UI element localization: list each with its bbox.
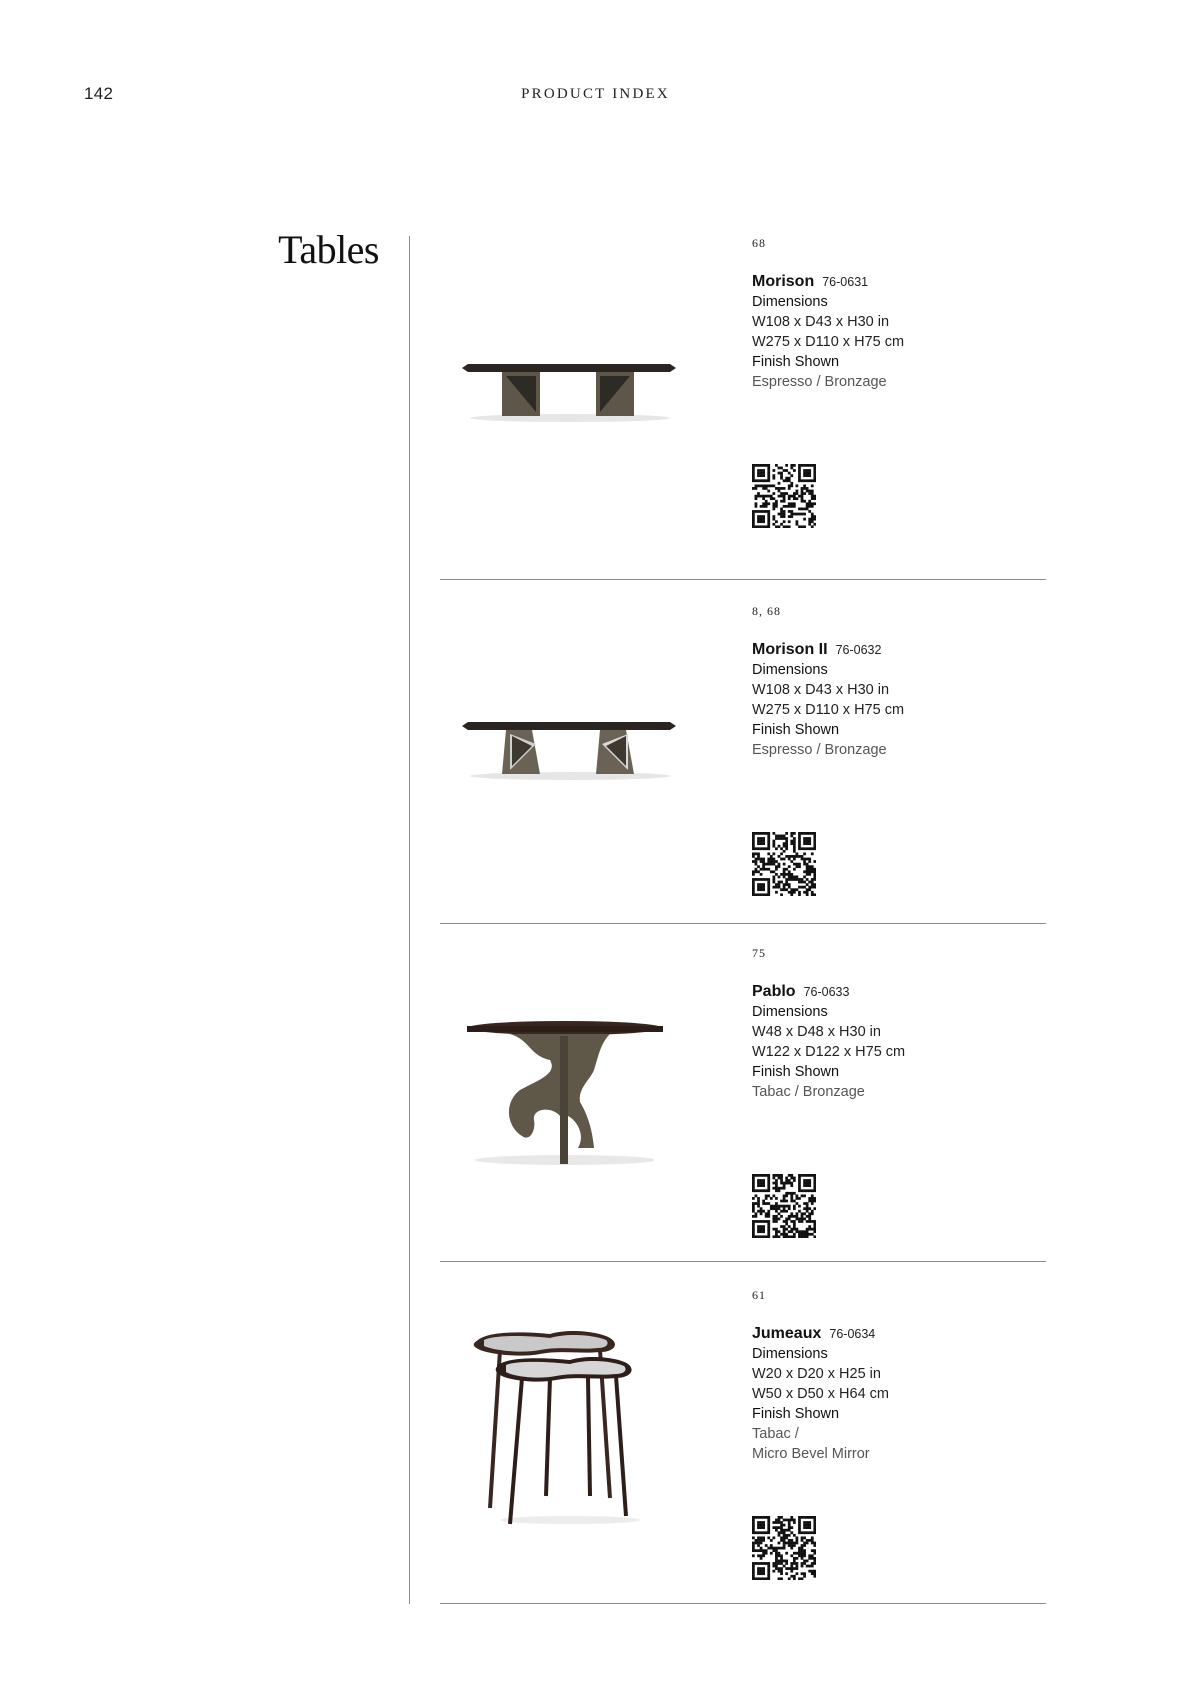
product-code: 76-0632 <box>835 643 882 657</box>
dining-table-icon <box>460 714 680 784</box>
finish-value: Tabac / Bronzage <box>752 1084 865 1100</box>
product-entry <box>440 604 1046 924</box>
dimensions-cm: W275 x D110 x H75 cm <box>752 702 905 718</box>
dimensions-label: Dimensions <box>752 662 828 678</box>
page-reference: 68 <box>752 236 766 250</box>
dimensions-inches: W48 x D48 x H30 in <box>752 1024 881 1040</box>
product-code: 76-0631 <box>822 275 869 289</box>
page-reference: 75 <box>752 946 766 960</box>
dimensions-label: Dimensions <box>752 294 828 310</box>
dimensions-label: Dimensions <box>752 1346 828 1362</box>
row-divider <box>440 923 1046 924</box>
product-entry <box>440 946 1046 1262</box>
row-divider <box>440 1603 1046 1604</box>
product-name: Morison <box>752 273 815 290</box>
dimensions-cm: W122 x D122 x H75 cm <box>752 1044 906 1060</box>
round-table-icon <box>460 1016 680 1166</box>
page-reference: 8, 68 <box>752 604 781 618</box>
page-reference: 61 <box>752 1288 766 1302</box>
qr-code-icon[interactable] <box>752 832 816 896</box>
dimensions-inches: W108 x D43 x H30 in <box>752 682 890 698</box>
dimensions-cm: W275 x D110 x H75 cm <box>752 334 905 350</box>
product-entry <box>440 236 1046 580</box>
product-code: 76-0634 <box>829 1327 876 1341</box>
finish-value: Tabac / <box>752 1426 799 1442</box>
dimensions-label: Dimensions <box>752 1004 828 1020</box>
page-number: 142 <box>84 84 114 103</box>
dining-table-icon <box>460 356 680 426</box>
finish-label: Finish Shown <box>752 1406 840 1422</box>
qr-code-icon[interactable] <box>752 1174 816 1238</box>
product-entry <box>440 1288 1046 1604</box>
finish-label: Finish Shown <box>752 354 840 370</box>
product-code: 76-0633 <box>803 985 850 999</box>
row-divider <box>440 579 1046 580</box>
finish-value-line2: Micro Bevel Mirror <box>752 1446 870 1462</box>
qr-code-icon[interactable] <box>752 464 816 528</box>
finish-value: Espresso / Bronzage <box>752 374 887 390</box>
dimensions-cm: W50 x D50 x H64 cm <box>752 1386 889 1402</box>
running-header: PRODUCT INDEX <box>521 86 670 102</box>
qr-code-icon[interactable] <box>752 1516 816 1580</box>
dimensions-inches: W20 x D20 x H25 in <box>752 1366 881 1382</box>
nesting-tables-icon <box>460 1328 680 1528</box>
vertical-rule <box>409 236 410 1604</box>
finish-value: Espresso / Bronzage <box>752 742 887 758</box>
product-name: Jumeaux <box>752 1325 822 1342</box>
finish-label: Finish Shown <box>752 722 840 738</box>
dimensions-inches: W108 x D43 x H30 in <box>752 314 890 330</box>
product-name: Morison II <box>752 641 828 658</box>
product-name: Pablo <box>752 983 796 1000</box>
row-divider <box>440 1261 1046 1262</box>
finish-label: Finish Shown <box>752 1064 840 1080</box>
section-title: Tables <box>278 227 379 272</box>
